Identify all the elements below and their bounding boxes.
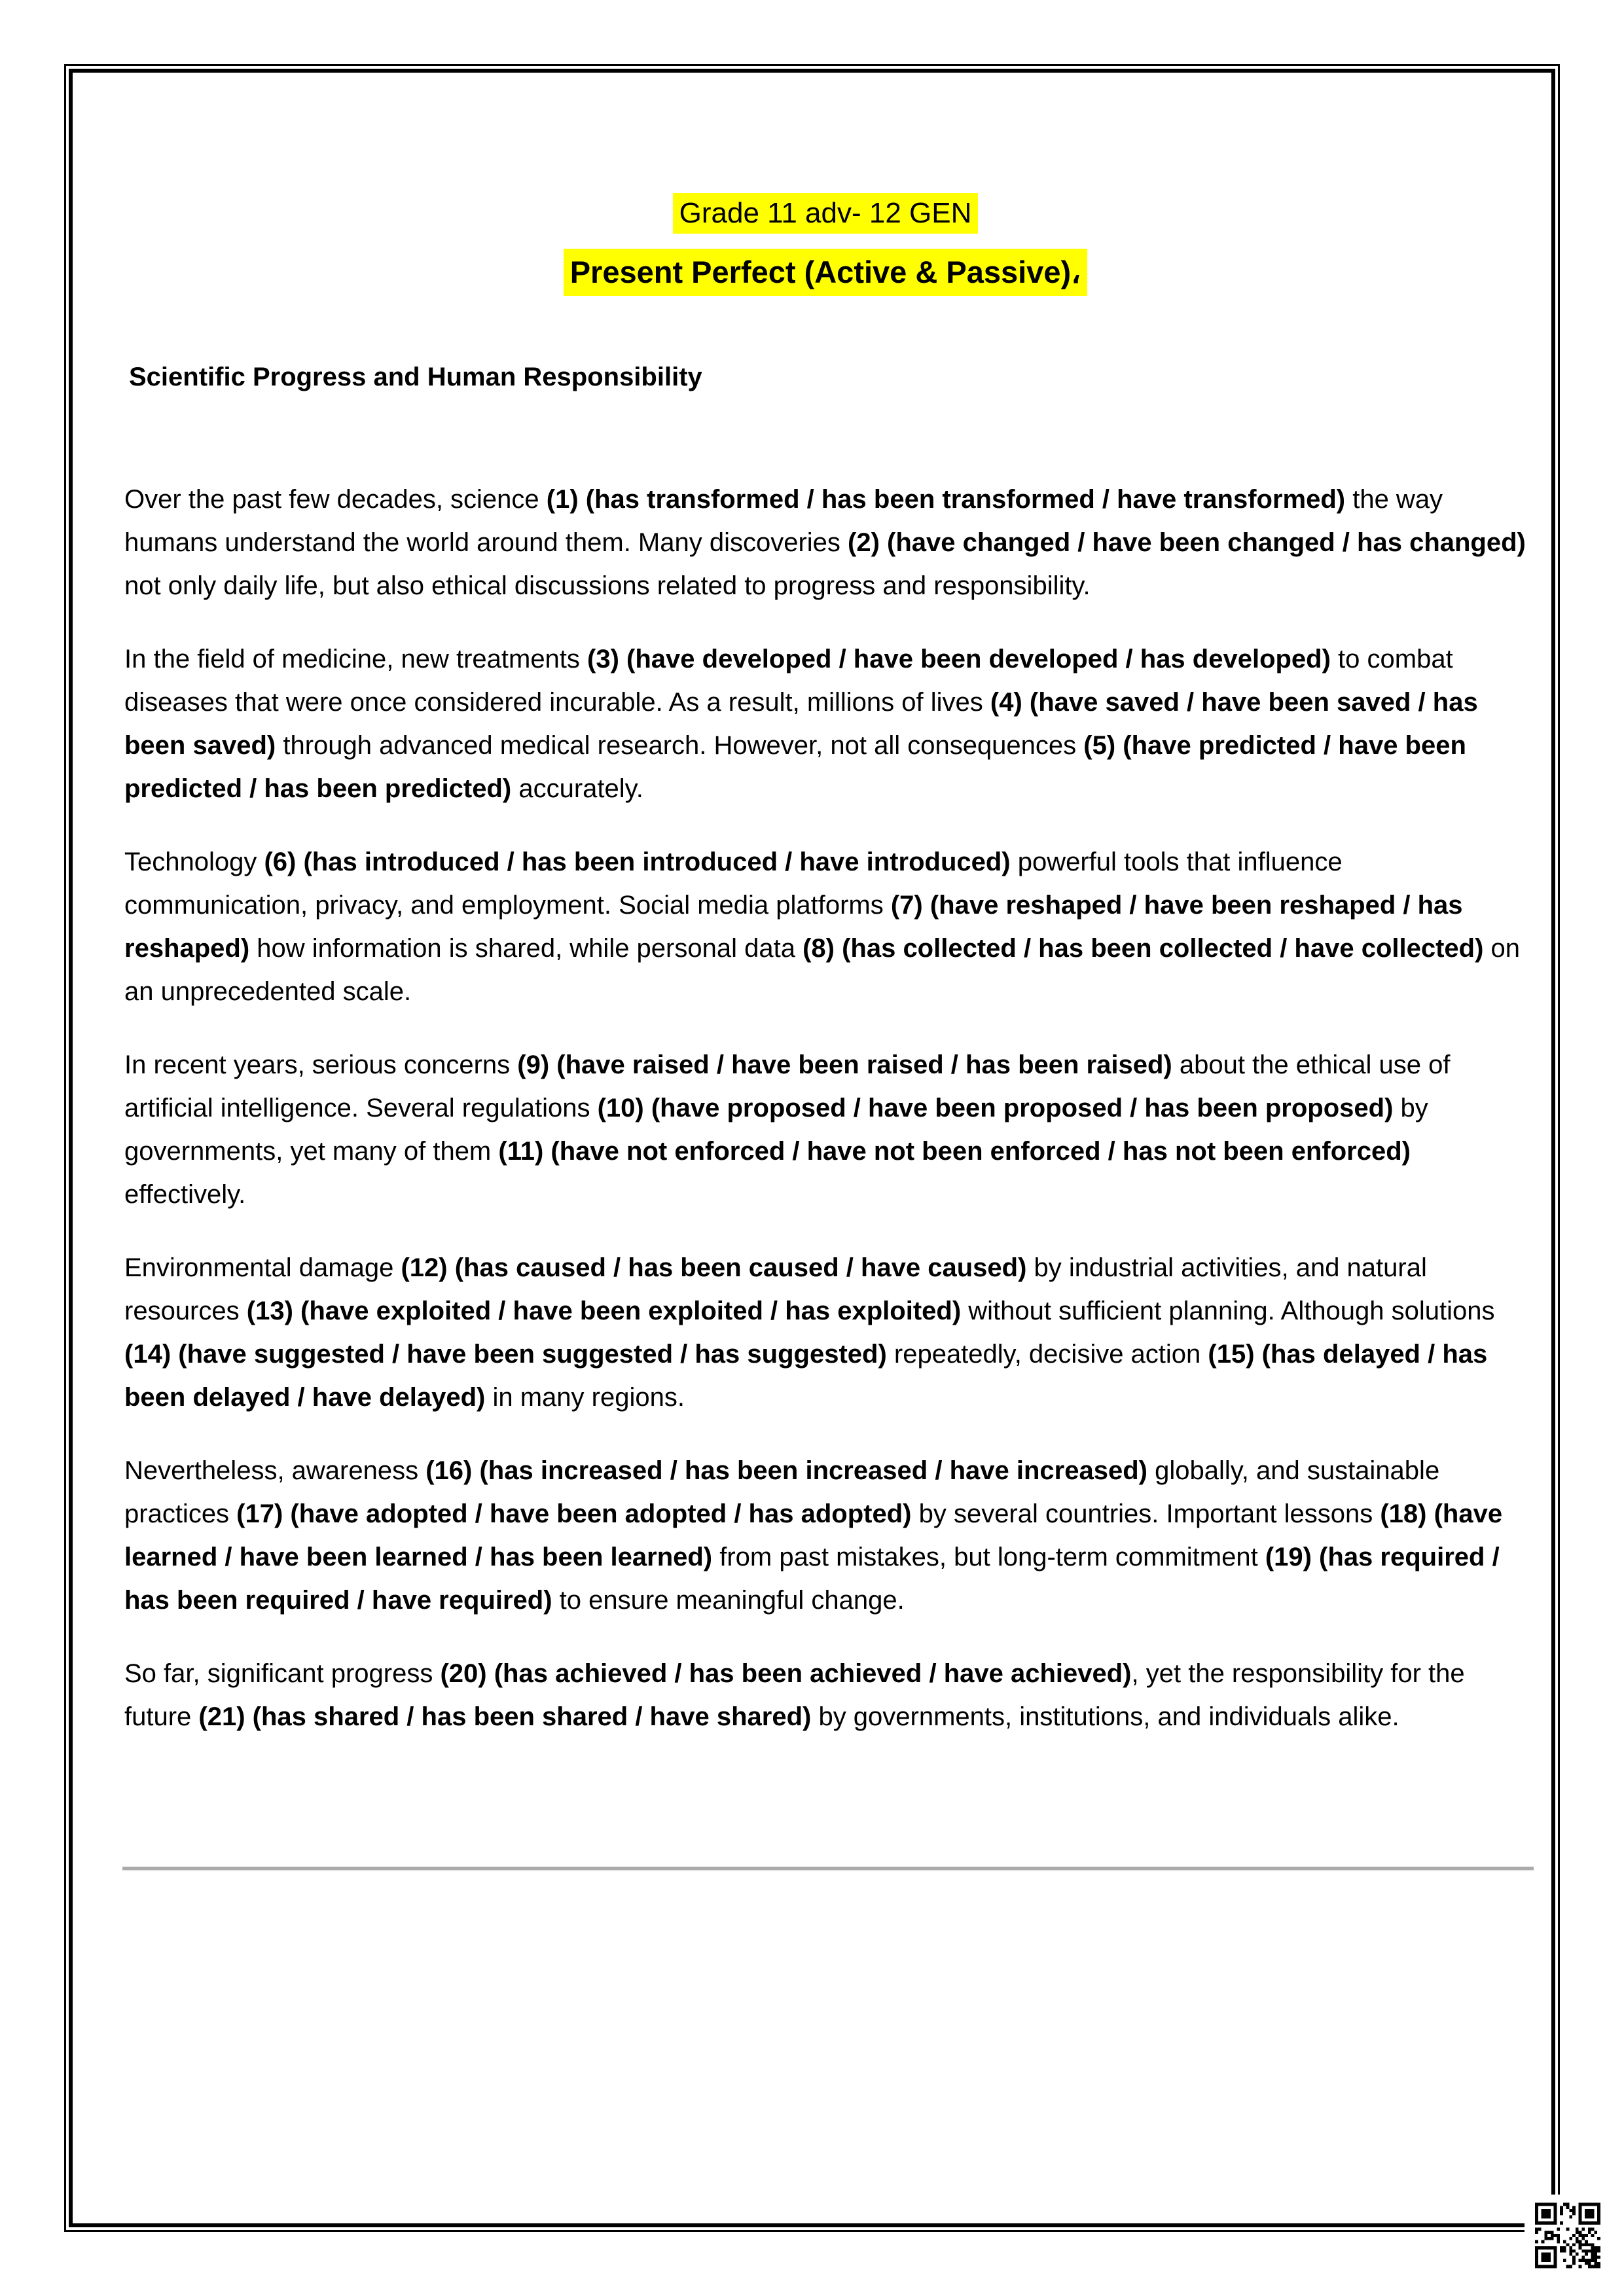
header-title-row (124, 249, 1526, 296)
paragraph: Over the past few decades, science (1) (has transformed / has been transformed / have transformed) the way humans understand the world around them. Many discoveries (2) (have changed / have been changed / has changed) not only daily life, but also ethical discussions related to progress and responsibility. (124, 485, 1526, 600)
header-grade-row (124, 193, 1526, 234)
worksheet-body (124, 478, 1526, 1768)
paragraph: In the field of medicine, new treatments (3) (have developed / have been developed / has developed) to combat diseases that were once considered incurable. As a result, millions of lives (4) (have saved / have been saved / has been saved) through advanced medical research. However, not all consequences (5) (have predicted / have been predicted / has been predicted) accurately. (124, 645, 1478, 803)
horizontal-divider (122, 1867, 1534, 1871)
qr-code (1525, 2195, 1611, 2276)
qr-code-icon (1535, 2202, 1600, 2269)
paragraph: Environmental damage (12) (has caused / has been caused / have caused) by industrial activities, and natural resources (13) (have exploited / have been exploited / has exploited) without sufficient planning. Although solutions (14) (have suggested / have been suggested / has suggested) repeatedly, decisive action (15) (has delayed / has been delayed / have delayed) in many regions. (124, 1253, 1495, 1412)
grade-label: Grade 11 adv- 12 GEN (673, 193, 979, 234)
paragraph: In recent years, serious concerns (9) (have raised / have been raised / has been raised) about the ethical use of artificial intelligence. Several regulations (10) (have proposed / have been proposed / has been proposed) by governments, yet many of them (11) (have not enforced / have not been enforced / has not been enforced) effectively. (124, 1050, 1451, 1209)
page-title: Present Perfect (Active & Passive)، (564, 249, 1088, 296)
paragraph: Nevertheless, awareness (16) (has increased / has been increased / have increased) globally, and sustainable practices (17) (have adopted / have been adopted / has adopted) by several countries. Important lessons (18) (have learned / have been learned / has been learned) from past mistakes, but long-term commitment (19) (has required / has been required / have required) to ensure meaningful change. (124, 1456, 1503, 1615)
paragraph: Technology (6) (has introduced / has been introduced / have introduced) powerful tools that influence communication, privacy, and employment. Social media platforms (7) (have reshaped / have been reshaped / has reshaped) how information is shared, while personal data (8) (has collected / has been collected / have collected) on an unprecedented scale. (124, 848, 1521, 1006)
paragraph: So far, significant progress (20) (has achieved / has been achieved / have achieved), yet the responsibility for the future (21) (has shared / has been shared / have shared) by governments, institutions, and individuals alike. (124, 1659, 1465, 1731)
section-heading: Scientific Progress and Human Responsibility (129, 363, 702, 391)
